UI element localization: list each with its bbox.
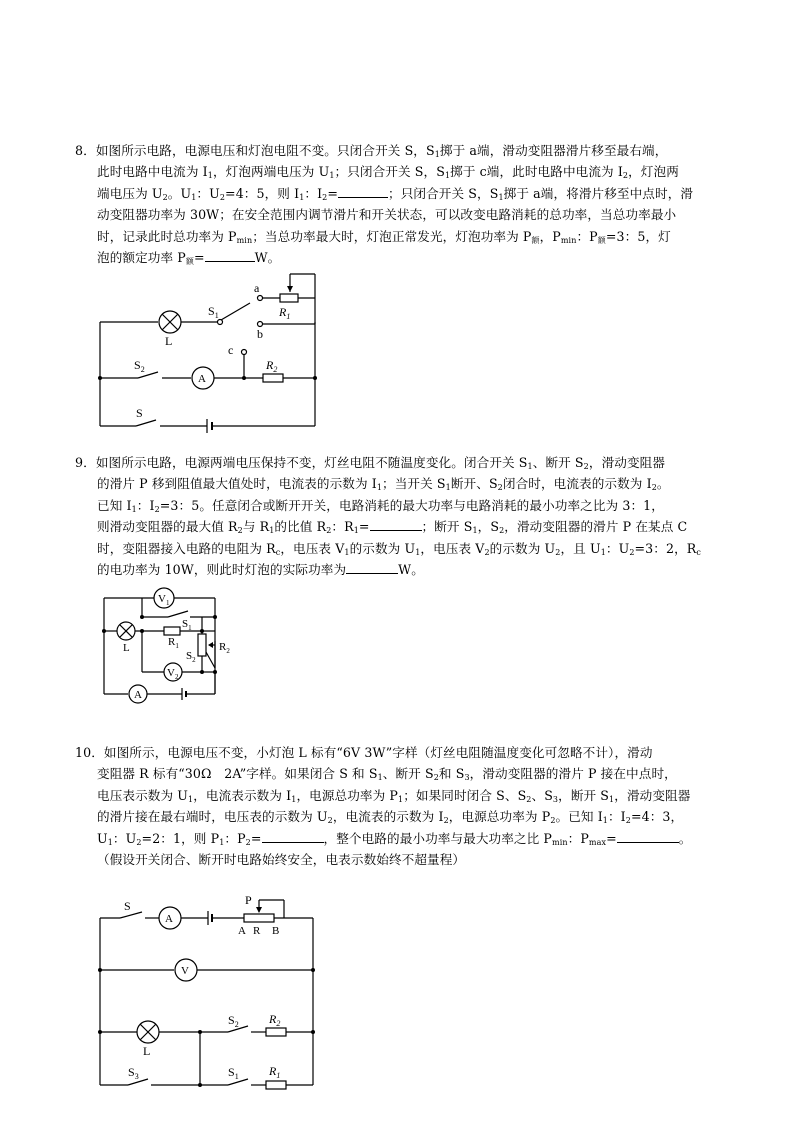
label-A: A bbox=[165, 913, 173, 925]
problem-9-line: 则滑动变阻器的最大值 $R_2$与 $R_1$的比值 $R_2$：$R_1=$ ；断开 $S_1$，$S_2$，滑动变阻器的滑片 P 在某点 C bbox=[75, 516, 725, 537]
problem-8-line: 此时电路中电流为 $I_1$，灯泡两端电压为 $U_1$；只闭合开关 S，$S_1$掷于 c端，此时电路中电流为 $I_2$，灯泡两 bbox=[97, 164, 679, 181]
label-R1: $R_1$ bbox=[279, 305, 291, 321]
label-R2: $R_2$ bbox=[266, 358, 278, 374]
label-S3: $S_3$ bbox=[128, 1065, 139, 1081]
problem-8-line: 动变阻器功率为 30W；在安全范围内调节滑片和开关状态，可以改变电路消耗的总功率，当总功率最小 bbox=[97, 207, 677, 223]
label-S: S bbox=[124, 899, 131, 913]
problem-9-line: 时，变阻器接入电路的电阻为 $R_c$，电压表 $V_1$的示数为 $U_1$，电压表 $V_2$的示数为 $U_2$，且 $U_1$：$U_2=3$：2，$R_c$ bbox=[97, 540, 701, 557]
label-end-B: B bbox=[272, 925, 280, 937]
label-L: L bbox=[143, 1044, 151, 1058]
label-V: V bbox=[181, 965, 189, 977]
circuit-diagram-8 bbox=[90, 268, 330, 438]
answer-blank[interactable] bbox=[617, 828, 679, 843]
label-A: A bbox=[198, 373, 206, 385]
label-c: c bbox=[228, 343, 234, 357]
problem-9 bbox=[75, 452, 725, 580]
problem-9-line: 9．如图所示电路，电源两端电压保持不变，灯丝电阻不随温度变化。闭合开关 $S_1$、断开 $S_2$，滑动变阻器 bbox=[75, 455, 666, 471]
label-V2: $V_2$ bbox=[167, 667, 179, 681]
problem-10-line: （假设开关闭合、断开时电路始终安全，电表示数始终不超量程） bbox=[97, 852, 466, 868]
problem-8-line: 8．如图所示电路，电源电压和灯泡电阻不变。只闭合开关 S，$S_1$掷于 a端，滑动变阻器滑片移至最右端， bbox=[75, 143, 668, 159]
label-L: L bbox=[123, 642, 130, 654]
label-S: S bbox=[136, 406, 143, 420]
problem-10-line: 10．如图所示，电源电压不变，小灯泡 L 标有“6V 3W”字样（灯丝电阻随温度变化可忽略不计），滑动 bbox=[75, 745, 653, 760]
problem-10 bbox=[75, 742, 725, 870]
label-P: P bbox=[245, 893, 252, 907]
problem-8-line: 泡的额定功率 $P_额= W$。 bbox=[75, 247, 725, 268]
answer-blank[interactable] bbox=[262, 828, 324, 843]
label-R1: $R_1$ bbox=[269, 1064, 281, 1080]
label-b: b bbox=[257, 327, 263, 341]
label-A: A bbox=[134, 689, 142, 701]
label-R2: $R_2$ bbox=[219, 641, 230, 655]
problem-8 bbox=[75, 140, 725, 268]
problem-9-line: 的电功率为 10W，则此时灯泡的实际功率为 W。 bbox=[75, 559, 725, 580]
circuit-diagram-10 bbox=[92, 888, 332, 1093]
problem-9-line: 已知 $I_1$：$I_2=3$：5。任意闭合或断开开关，电路消耗的最大功率与电路消耗的最小功率之比为 3：1， bbox=[97, 497, 664, 514]
problem-10-line: 变阻器 R 标有“30Ω 2A”字样。如果闭合 S 和 $S_1$、断开 $S_2$和 $S_3$，滑动变阻器的滑片 P 接在中点时， bbox=[97, 766, 677, 783]
problem-10-line: $U_1$：$U_2=2$：1，则 $P_1$：$P_2=$ ，整个电路的最小功率与最大功率之比 $P_{min}$：$P_{max}=$ 。 bbox=[75, 828, 725, 849]
problem-9-line: 的滑片 P 移到阻值最大值处时，电流表的示数为 $I_1$；当开关 $S_1$断开、$S_2$闭合时，电流表的示数为 $I_2$。 bbox=[97, 476, 670, 493]
label-S2: $S_2$ bbox=[186, 650, 196, 664]
label-R: R bbox=[253, 925, 261, 937]
answer-blank[interactable] bbox=[346, 559, 398, 574]
label-S2: $S_2$ bbox=[134, 358, 145, 374]
problem-10-line: 电压表示数为 $U_1$，电流表示数为 $I_1$，电源总功率为 $P_1$；如果同时闭合 S、$S_2$、$S_3$，断开 $S_1$，滑动变阻器 bbox=[97, 787, 691, 804]
problem-8-line: 端电压为 $U_2$。$U_1$：$U_2=4$：5，则 $I_1$：$I_2=$ ；只闭合开关 S，$S_1$掷于 a端，将滑片移至中点时，滑 bbox=[75, 183, 725, 204]
label-S1: $S_1$ bbox=[228, 1065, 239, 1081]
label-R1: $R_1$ bbox=[168, 636, 179, 650]
label-S1: $S_1$ bbox=[208, 304, 219, 320]
label-a: a bbox=[254, 281, 260, 295]
problem-8-line: 时，记录此时总功率为 $P_{min}$；当总功率最大时，灯泡正常发光，灯泡功率为 $P_额$，$P_{min}$：$P_额=3$：5，灯 bbox=[97, 228, 671, 245]
label-L: L bbox=[165, 334, 173, 348]
answer-blank[interactable] bbox=[338, 183, 388, 198]
label-S1: $S_1$ bbox=[182, 618, 192, 632]
answer-blank[interactable] bbox=[370, 516, 422, 531]
label-end-A: A bbox=[238, 925, 246, 937]
answer-blank[interactable] bbox=[205, 247, 255, 262]
label-S2: $S_2$ bbox=[228, 1013, 239, 1029]
circuit-diagram-9 bbox=[98, 588, 238, 703]
label-R2: $R_2$ bbox=[269, 1012, 281, 1028]
label-V1: $V_1$ bbox=[158, 593, 170, 607]
problem-10-line: 的滑片接在最右端时，电压表的示数为 $U_2$，电流表的示数为 $I_2$，电源总功率为 $P_2$。已知 $I_1$：$I_2=4$：3， bbox=[97, 809, 684, 826]
